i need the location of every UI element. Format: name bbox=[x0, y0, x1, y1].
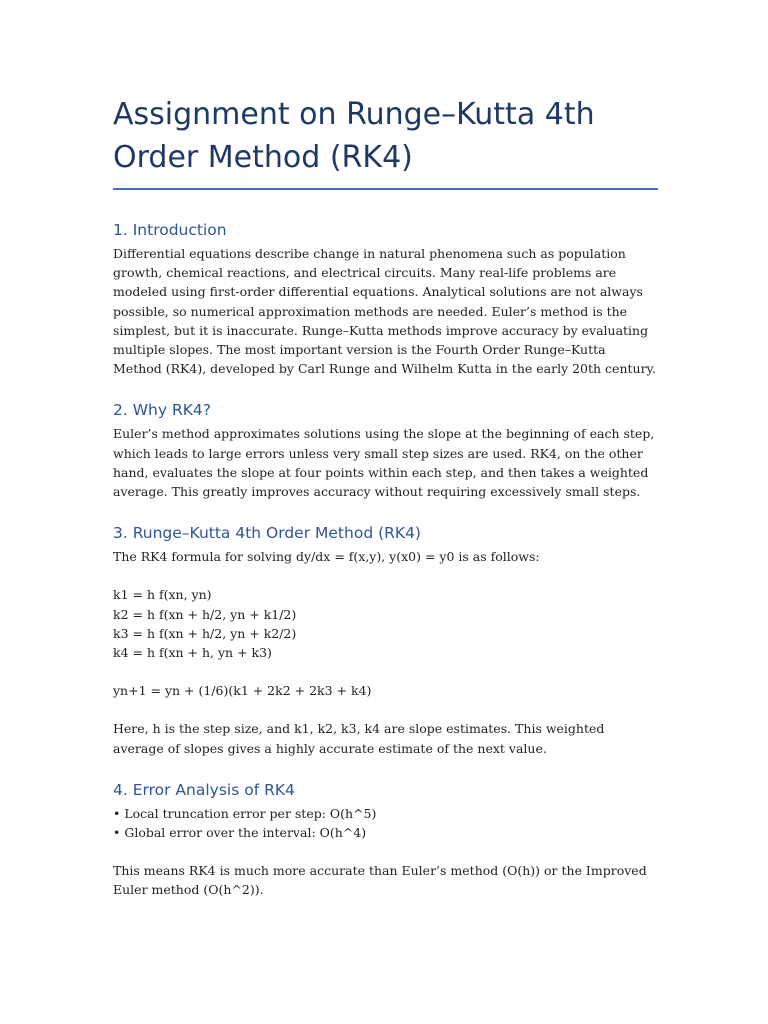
section-paragraph: Euler’s method approximates solutions using the slope at the beginning of each step, which leads to large errors unless very small step sizes are used. RK4, on the other hand, evaluates the slope at four points within each step, and then takes a weighted average. This greatly improves accuracy without requiring excessively small steps. bbox=[113, 426, 655, 500]
section-paragraph: This means RK4 is much more accurate than Euler’s method (O(h)) or the Improved Euler method (O(h^2)). bbox=[113, 863, 647, 898]
section-paragraph: Differential equations describe change in natural phenomena such as population growth, chemical reactions, and electrical circuits. Many real-life problems are modeled using first-order differential equations. Analytical solutions are not always possible, so numerical approximation methods are needed. Euler’s method is the simplest, but it is inaccurate. Runge–Kutta methods improve accuracy by evaluating multiple slopes. The most important version is the Fourth Order Runge–Kutta Method (RK4), developed by Carl Runge and Wilhelm Kutta in the early 20th century. bbox=[113, 246, 656, 377]
section-why-rk4 bbox=[113, 400, 658, 501]
bullet-item: • Global error over the interval: O(h^4) bbox=[113, 825, 367, 841]
document-title: Assignment on Runge–Kutta 4th Order Method (RK4) bbox=[113, 97, 595, 175]
formula-line: k4 = h f(xn + h, yn + k3) bbox=[113, 645, 272, 661]
section-paragraph: Here, h is the step size, and k1, k2, k3, k4 are slope estimates. This weighted average of slopes gives a highly accurate estimate of the next value. bbox=[113, 721, 605, 756]
spacer bbox=[113, 662, 658, 681]
section-heading: 1. Introduction bbox=[113, 221, 227, 239]
spacer bbox=[113, 566, 658, 585]
section-heading: 3. Runge–Kutta 4th Order Method (RK4) bbox=[113, 524, 421, 543]
section-rk4-method bbox=[113, 523, 658, 758]
title-underline bbox=[113, 188, 658, 190]
bullet-item: • Local truncation error per step: O(h^5) bbox=[113, 805, 377, 821]
section-error-analysis bbox=[113, 780, 658, 900]
formula-line: k1 = h f(xn, yn) bbox=[113, 587, 212, 603]
section-heading: 4. Error Analysis of RK4 bbox=[113, 780, 295, 799]
spacer bbox=[113, 842, 658, 861]
section-introduction bbox=[113, 220, 658, 378]
section-heading: 2. Why RK4? bbox=[113, 401, 211, 420]
formula-intro: The RK4 formula for solving dy/dx = f(x,y), y(x0) = y0 is as follows: bbox=[113, 549, 540, 565]
formula-line: k2 = h f(xn + h/2, yn + k1/2) bbox=[113, 606, 297, 622]
document-content bbox=[113, 93, 658, 900]
spacer bbox=[113, 700, 658, 719]
update-formula: yn+1 = yn + (1/6)(k1 + 2k2 + 2k3 + k4) bbox=[113, 683, 372, 699]
formula-line: k3 = h f(xn + h/2, yn + k2/2) bbox=[113, 625, 297, 641]
